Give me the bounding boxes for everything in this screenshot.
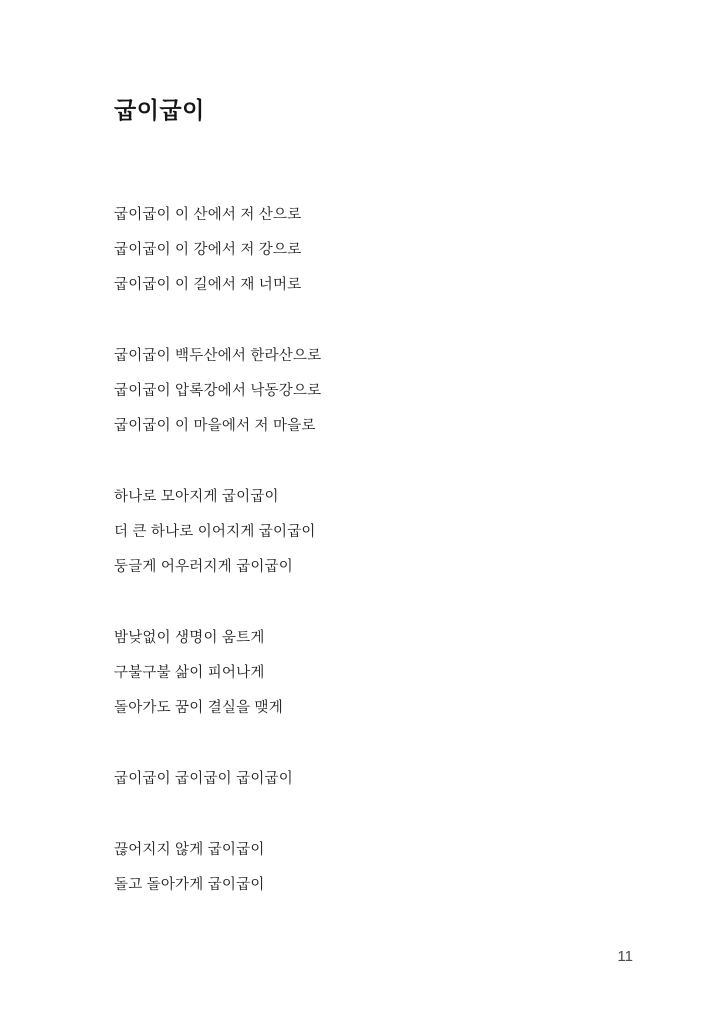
stanza bbox=[114, 762, 594, 797]
poem-line: 끊어지지 않게 굽이굽이 bbox=[114, 842, 265, 858]
poem-body bbox=[114, 198, 594, 903]
stanza bbox=[114, 621, 594, 726]
stanza bbox=[114, 339, 594, 444]
poem-line: 굽이굽이 이 길에서 재 너머로 bbox=[114, 277, 302, 293]
poem-line: 굽이굽이 압록강에서 낙동강으로 bbox=[114, 383, 322, 399]
poem-line: 굽이굽이 이 산에서 저 산으로 bbox=[114, 207, 302, 223]
poem-line: 밤낮없이 생명이 움트게 bbox=[114, 630, 265, 646]
poem-line: 굽이굽이 이 마을에서 저 마을로 bbox=[114, 418, 316, 434]
page-number: 11 bbox=[617, 948, 633, 965]
page-title: 굽이굽이 bbox=[114, 97, 205, 123]
stanza bbox=[114, 198, 594, 303]
poem-line: 하나로 모아지게 굽이굽이 bbox=[114, 489, 279, 505]
poem-line: 구불구불 삶이 피어나게 bbox=[114, 665, 265, 681]
poem-line: 굽이굽이 굽이굽이 굽이굽이 bbox=[114, 771, 293, 787]
poem-line: 둥글게 어우러지게 굽이굽이 bbox=[114, 559, 293, 575]
poem-line: 돌아가도 꿈이 결실을 맺게 bbox=[114, 700, 283, 716]
stanza bbox=[114, 480, 594, 585]
poem-line: 굽이굽이 이 강에서 저 강으로 bbox=[114, 242, 302, 258]
poem-line: 돌고 돌아가게 굽이굽이 bbox=[114, 877, 265, 893]
poem-line: 더 큰 하나로 이어지게 굽이굽이 bbox=[114, 524, 316, 540]
stanza bbox=[114, 833, 594, 903]
poem-line: 굽이굽이 백두산에서 한라산으로 bbox=[114, 348, 322, 364]
